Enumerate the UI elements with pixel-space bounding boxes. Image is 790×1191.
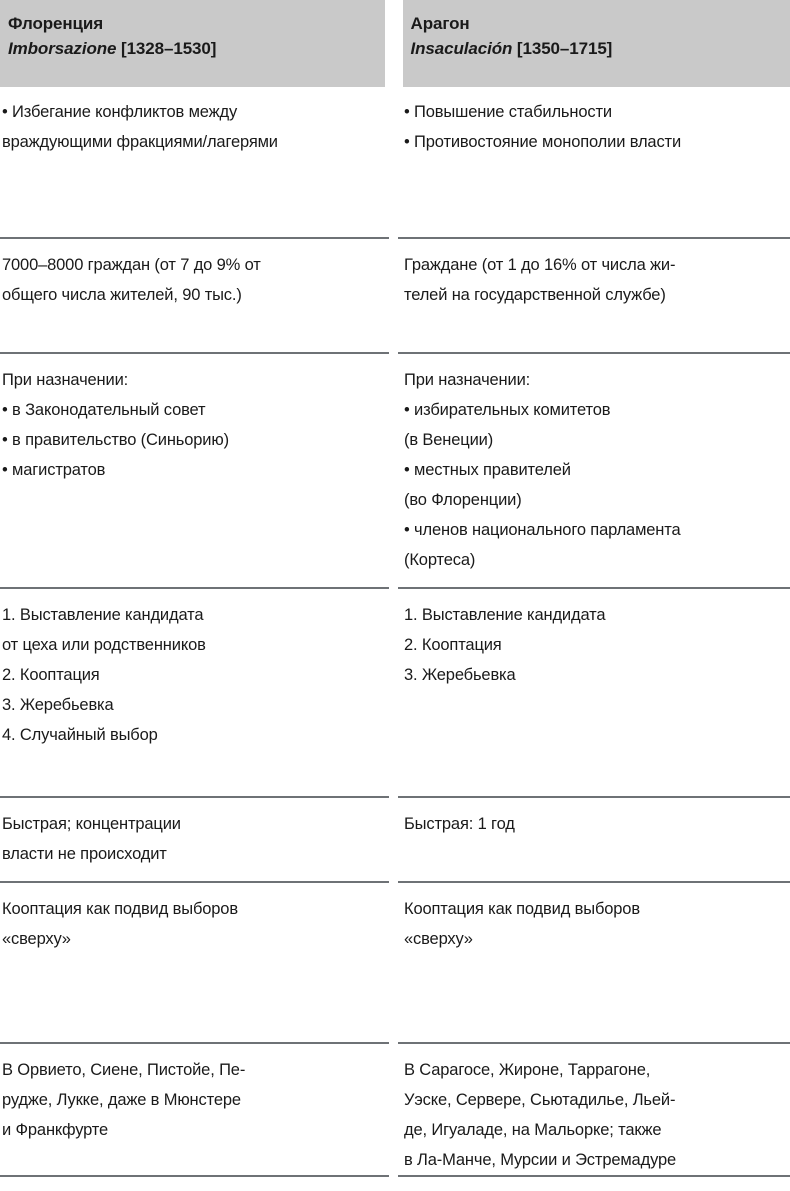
table-cell-left [0, 590, 389, 796]
cell-line: 1. Выставление кандидата [404, 606, 606, 624]
cell-line: 1. Выставление кандидата [2, 606, 204, 624]
divider-segment-right [398, 796, 790, 798]
divider-segment-left [0, 796, 389, 798]
cell-line: общего числа жителей, 90 тыс.) [2, 286, 242, 304]
table-header-cell-florence [0, 0, 385, 87]
column-gap [389, 1045, 398, 1175]
divider-segment-right [398, 352, 790, 354]
table-cell-right [398, 87, 790, 237]
cell-line: Быстрая; концентрации [2, 815, 181, 833]
divider-segment-right [398, 587, 790, 589]
table-cell-left [0, 240, 389, 352]
cell-line: • в правительство (Синьорию) [2, 431, 229, 449]
divider-gap [389, 1175, 398, 1177]
table-cell-left [0, 799, 389, 881]
header-years: [1328–1530] [121, 39, 217, 58]
cell-line: «сверху» [404, 930, 473, 948]
cell-line: 3. Жеребьевка [404, 666, 516, 684]
cell-line: (во Флоренции) [404, 491, 522, 509]
table-row [0, 355, 790, 587]
cell-line: телей на государственной службе) [404, 286, 666, 304]
header-term: Imborsazione [8, 39, 117, 58]
table-row [0, 1045, 790, 1175]
divider-gap [389, 237, 398, 239]
column-gap [389, 590, 398, 796]
cell-line: от цеха или родственников [2, 636, 206, 654]
table-row [0, 240, 790, 352]
column-gap [389, 355, 398, 587]
divider-segment-right [398, 881, 790, 883]
column-gap [389, 799, 398, 881]
divider-gap [389, 881, 398, 883]
cell-line: и Франкфурте [2, 1121, 109, 1139]
divider-segment-left [0, 352, 389, 354]
cell-line: 3. Жеребьевка [2, 696, 114, 714]
cell-line: «сверху» [2, 930, 71, 948]
cell-line: власти не происходит [2, 845, 167, 863]
cell-line: в Ла-Манче, Мурсии и Эстремадуре [404, 1151, 677, 1169]
cell-line: • магистратов [2, 461, 106, 479]
cell-line: враждующими фракциями/лагерями [2, 133, 278, 151]
table-cell-right [398, 240, 790, 352]
header-region-name: Арагон [410, 14, 470, 33]
table-row [0, 87, 790, 237]
divider-segment-right [398, 1042, 790, 1044]
header-column-gap [385, 0, 403, 87]
cell-line: • Повышение стабильности [404, 103, 612, 121]
table-row [0, 799, 790, 881]
table-row [0, 884, 790, 1042]
cell-line: Кооптация как подвид выборов [404, 900, 640, 918]
table-header-cell-aragon [403, 0, 790, 87]
column-gap [389, 240, 398, 352]
cell-line: Кооптация как подвид выборов [2, 900, 238, 918]
divider-segment-right [398, 237, 790, 239]
cell-line: Граждане (от 1 до 16% от числа жи- [404, 256, 676, 274]
header-term: Insaculación [410, 39, 513, 58]
divider-gap [389, 587, 398, 589]
table-cell-left [0, 884, 389, 1042]
table-cell-left [0, 87, 389, 237]
table-cell-right [398, 1045, 790, 1175]
divider-segment-left [0, 1042, 389, 1044]
cell-line: • избирательных комитетов [404, 401, 611, 419]
cell-line: (Кортеса) [404, 551, 476, 569]
header-term-line [411, 36, 780, 61]
cell-line: • Противостояние монополии власти [404, 133, 682, 151]
table-cell-right [398, 799, 790, 881]
cell-line: • членов национального парламента [404, 521, 681, 539]
cell-line: Быстрая: 1 год [404, 815, 515, 833]
table-header-row [0, 0, 790, 87]
cell-line: рудже, Лукке, даже в Мюнстере [2, 1091, 241, 1109]
divider-gap [389, 1042, 398, 1044]
column-gap [389, 884, 398, 1042]
table-cell-right [398, 590, 790, 796]
table-row [0, 590, 790, 796]
cell-line: При назначении: [2, 371, 129, 389]
divider-segment-right [398, 1175, 790, 1177]
header-region-name: Флоренция [8, 14, 104, 33]
cell-line: 4. Случайный выбор [2, 726, 158, 744]
divider-gap [389, 352, 398, 354]
divider-segment-left [0, 1175, 389, 1177]
divider-segment-left [0, 881, 389, 883]
cell-line: 2. Кооптация [2, 666, 100, 684]
cell-line: Уэске, Сервере, Сьютадилье, Льей- [404, 1091, 676, 1109]
table-bottom-divider [0, 1175, 790, 1178]
table-cell-right [398, 355, 790, 587]
cell-line: де, Игуаладе, на Мальорке; также [404, 1121, 662, 1139]
cell-line: • в Законодательный совет [2, 401, 206, 419]
column-gap [389, 87, 398, 237]
table-cell-left [0, 355, 389, 587]
cell-line: В Орвието, Сиене, Пистойе, Пе- [2, 1061, 246, 1079]
cell-line: 2. Кооптация [404, 636, 502, 654]
divider-segment-left [0, 587, 389, 589]
divider-segment-left [0, 237, 389, 239]
cell-line: (в Венеции) [404, 431, 494, 449]
table-cell-left [0, 1045, 389, 1175]
table-cell-right [398, 884, 790, 1042]
cell-line: При назначении: [404, 371, 531, 389]
cell-line: 7000–8000 граждан (от 7 до 9% от [2, 256, 261, 274]
cell-line: • Избегание конфликтов между [2, 103, 238, 121]
cell-line: В Сарагосе, Жироне, Таррагоне, [404, 1061, 651, 1079]
divider-gap [389, 796, 398, 798]
header-years: [1350–1715] [516, 39, 613, 58]
cell-line: • местных правителей [404, 461, 571, 479]
header-term-line [8, 36, 375, 61]
